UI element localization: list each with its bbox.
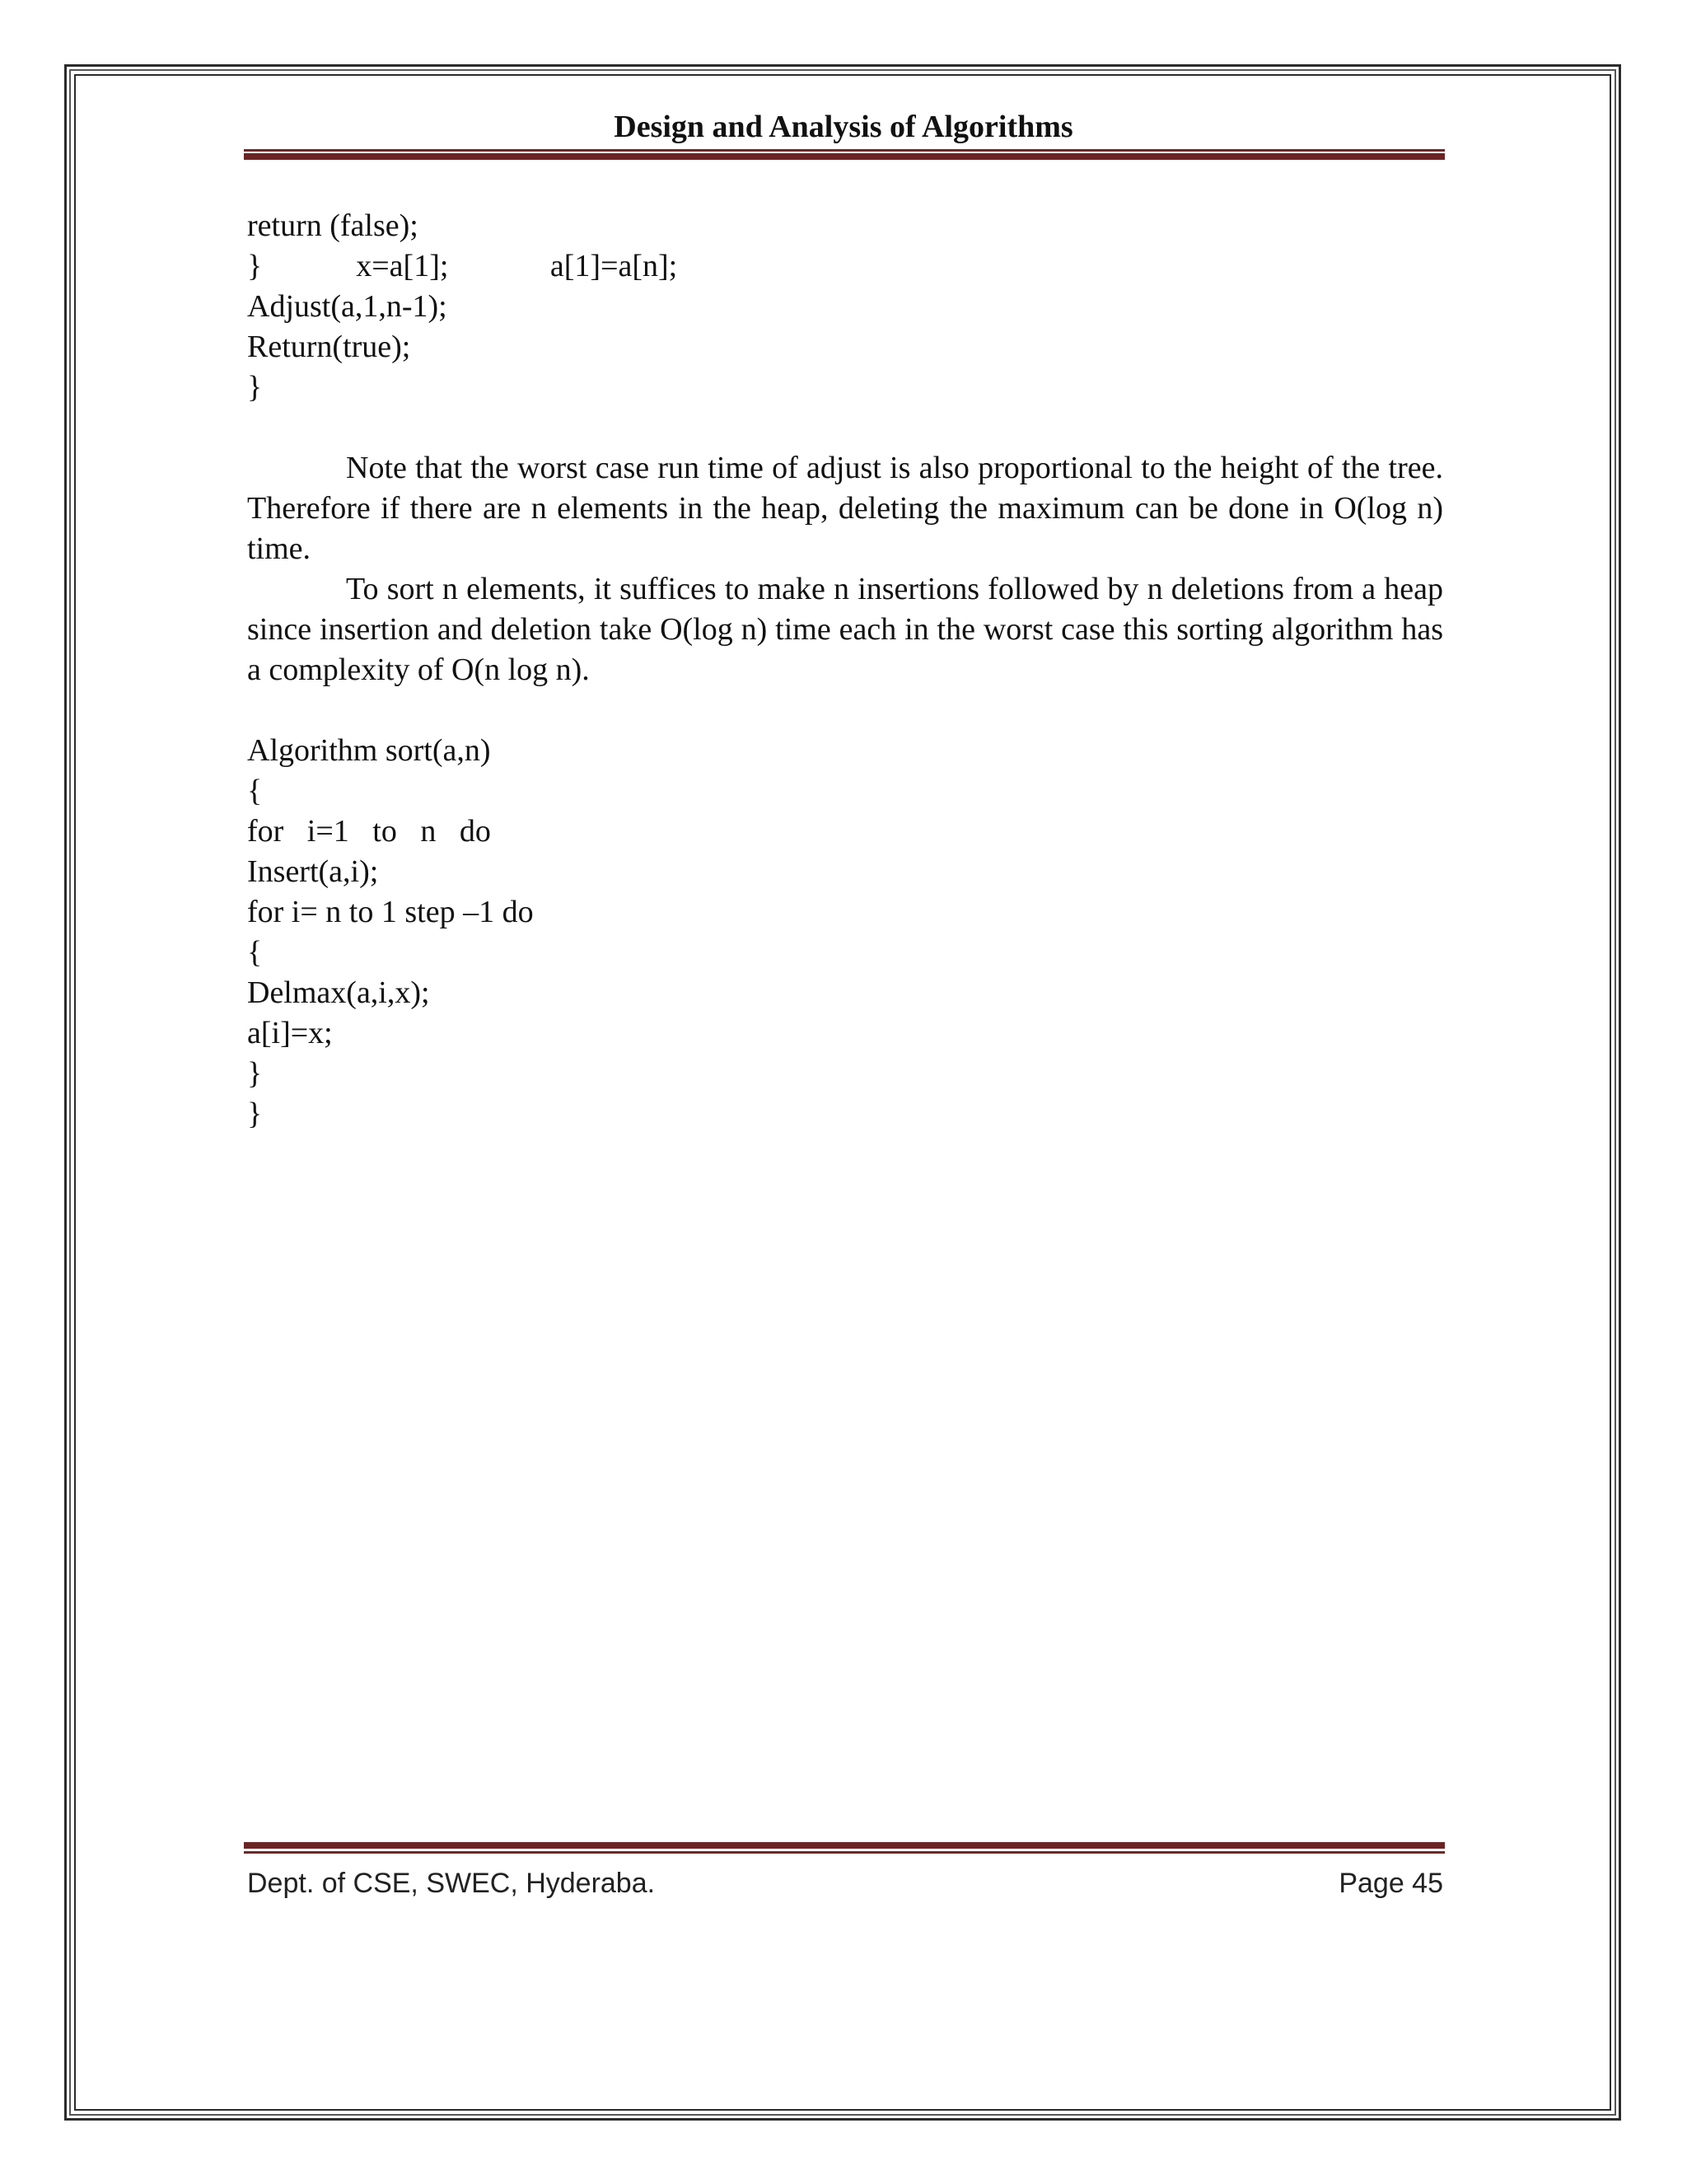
- header-rule-thick: [244, 153, 1445, 160]
- code-line: Adjust(a,1,n-1);: [247, 289, 447, 324]
- code-line: Insert(a,i);: [247, 854, 379, 889]
- code-block-delmax-end: [247, 206, 1443, 408]
- code-line: } x=a[1]; a[1]=a[n];: [247, 249, 678, 283]
- footer-page-number: Page 45: [1339, 1868, 1443, 1899]
- code-line: }: [247, 370, 263, 405]
- footer-department: Dept. of CSE, SWEC, Hyderaba.: [247, 1868, 656, 1899]
- code-line: Delmax(a,i,x);: [247, 975, 430, 1010]
- footer-rule-thin: [244, 1851, 1445, 1854]
- spacer: [247, 408, 1443, 448]
- header-title: Design and Analysis of Algorithms: [614, 110, 1073, 144]
- code-line: return (false);: [247, 208, 418, 243]
- paragraph-adjust-note: Note that the worst case run time of adjust is also proportional to the height of the tree. Therefore if there are n elements in the heap, deleting the maximum can be done in O(log n) time.: [247, 451, 1443, 566]
- code-line: Algorithm sort(a,n): [247, 733, 491, 768]
- code-line: Return(true);: [247, 330, 411, 364]
- code-line: {: [247, 774, 263, 808]
- code-block-sort: [247, 731, 1443, 1134]
- spacer: [247, 690, 1443, 731]
- header-rule-thin: [244, 149, 1445, 152]
- code-line: for i=1 to n do: [247, 814, 491, 849]
- paragraph-sort-complexity: To sort n elements, it suffices to make n insertions followed by n deletions from a heap since insertion and deletion take O(log n) time each in the worst case this sorting algorithm has a complexity of O(n log n).: [247, 572, 1443, 687]
- footer-rule-thick: [244, 1842, 1445, 1849]
- code-line: a[i]=x;: [247, 1016, 333, 1050]
- code-line: }: [247, 1097, 263, 1131]
- code-line: }: [247, 1056, 263, 1091]
- code-line: {: [247, 935, 263, 970]
- code-line: for i= n to 1 step –1 do: [247, 895, 534, 929]
- page-content: [247, 206, 1443, 1134]
